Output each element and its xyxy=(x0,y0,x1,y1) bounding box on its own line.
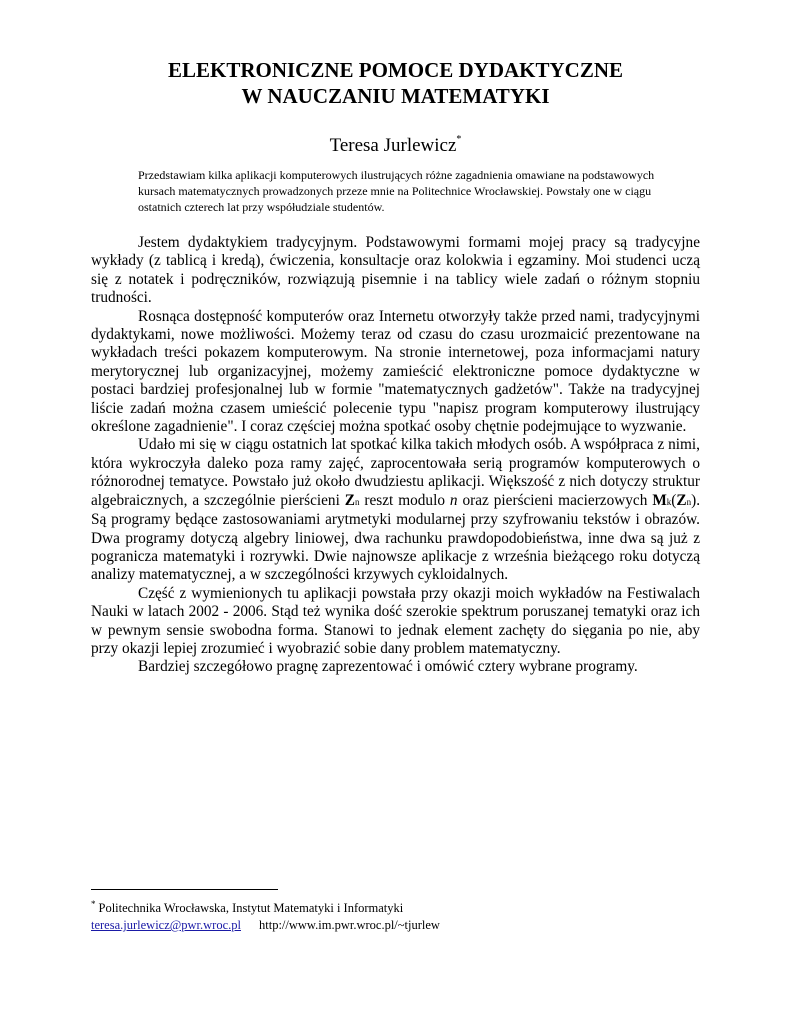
paragraph-3: Udało mi się w ciągu ostatnich lat spotkać kilka takich młodych osób. A współpraca z nimi, która wykroczyła daleko poza ramy zajęć, zaprocentowała serią programów komputerowych o różnorodnej tematyce. Powstało już około dwudziestu aplikacji. Większość z nich dotyczy struktur algebraicznych, a szczególnie pierścieni Zn reszt modulo n oraz pierścieni macierzowych Mk(Zn). Są programy będące zastosowaniami arytmetyki modularnej przy szyfrowaniu tekstów i obrazów. Dwa programy dotyczą algebry liniowej, dwa rachunku prawdopodobieństwa, inne dwa są już z pogranicza matematyki i rozrywki. Dwie najnowsze aplikacje z września bieżącego roku dotyczą analizy matematycznej, a w szczególności krzywych cykloidalnych. xyxy=(91,436,701,584)
footnote-mark: * xyxy=(91,899,96,909)
matrix-ring-symbol: M xyxy=(652,491,667,509)
author-footnote-mark: * xyxy=(456,134,462,145)
paragraph-4: Część z wymienionych tu aplikacji powstała przy okazji moich wykładów na Festiwalach Nauki w latach 2002 - 2006. Stąd też wynika dość szerokie spektrum poruszanej tematyki oraz ich w pewnym sensie swobodna forma. Stanowi to jednak element zachęty do sięgania po nie, aby przy okazji lepiej zrozumieć i wyobrazić sobie dany problem matematyczny. xyxy=(91,584,700,657)
variable-n: n xyxy=(449,491,458,509)
author-email-link[interactable]: teresa.jurlewicz@pwr.wroc.pl xyxy=(91,918,241,932)
footnote xyxy=(91,896,440,934)
body-text xyxy=(91,234,700,677)
ring-symbol-z: Z xyxy=(344,491,355,509)
author-website: http://www.im.pwr.wroc.pl/~tjurlew xyxy=(259,918,440,932)
paper-title xyxy=(0,57,791,109)
author-name: Teresa Jurlewicz xyxy=(329,135,457,156)
paragraph-1: Jestem dydaktykiem tradycyjnym. Podstawowymi formami mojej pracy są tradycyjne wykłady (z tablicą i kredą), ćwiczenia, konsultacje oraz kolokwia i egzaminy. Moi studenci uczą się z notatek i podręczników, rozwiązują pisemnie i na tablicy wiele zadań o różnym stopniu trudności. xyxy=(91,234,700,307)
abstract: Przedstawiam kilka aplikacji komputerowych ilustrujących różne zagadnienia omawiane na podstawowych kursach matematycznych prowadzonych przeze mnie na Politechnice Wrocławskiej. Powstały one w ciągu ostatnich czterech lat przy współudziale studentów. xyxy=(138,168,655,214)
paragraph-5: Bardziej szczegółowo pragnę zaprezentować i omówić cztery wybrane programy. xyxy=(138,658,638,676)
footnote-separator xyxy=(91,889,278,890)
footnote-contact-line xyxy=(91,917,440,934)
title-line-1: ELEKTRONICZNE POMOCE DYDAKTYCZNE xyxy=(167,58,624,82)
paragraph-2: Rosnąca dostępność komputerów oraz Internetu otworzyły także przed nami, tradycyjnymi dydaktykami, nowe możliwości. Możemy teraz od czasu do czasu urozmaicić prezentowane na wykładach treści pokazem komputerowym. Na stronie internetowej, poza informacjami natury merytorycznej lub organizacyjnej, możemy zamieścić elektroniczne pomoce dydaktyczne w postaci bardziej profesjonalnej lub w formie "matematycznych gadżetów". Także na tradycyjnej liście zadań można czasem umieścić polecenie typu "napisz program komputerowy ilustrujący określone zagadnienie". I coraz częściej można spotkać osoby chętnie podejmujące to wyzwanie. xyxy=(91,307,700,436)
footnote-affiliation-line xyxy=(91,896,440,917)
footnote-affiliation: Politechnika Wrocławska, Instytut Matematyki i Informatyki xyxy=(98,901,404,915)
author xyxy=(0,134,791,157)
title-line-2: W NAUCZANIU MATEMATYKI xyxy=(241,84,550,108)
